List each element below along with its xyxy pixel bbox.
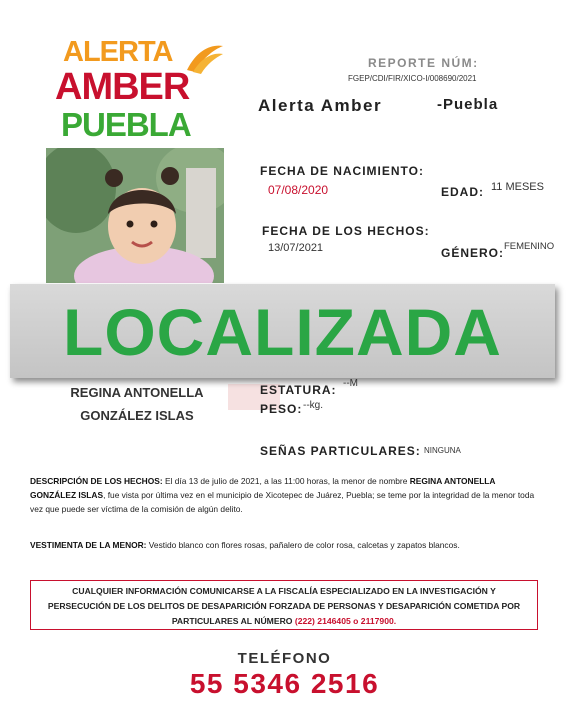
notice-line1: CUALQUIER INFORMACIÓN COMUNICARSE A LA FISCALÍA ESPECIALIZADO EN LA INVESTIGACIÓN Y — [72, 586, 496, 596]
localizada-banner — [10, 284, 555, 378]
person-name-line1: REGINA ANTONELLA — [70, 385, 204, 400]
alerta-amber-logo — [55, 38, 225, 143]
notice-line3 — [31, 614, 537, 629]
gender-label: GÉNERO: — [441, 246, 505, 260]
event-date-label: FECHA DE LOS HECHOS: — [262, 224, 430, 238]
birth-date-value: 07/08/2020 — [268, 183, 329, 197]
description-text-1: El día 13 de julio de 2021, a las 11:00 horas, la menor de nombre — [162, 476, 410, 486]
report-number: FGEP/CDI/FIR/XICO-I/008690/2021 — [348, 74, 477, 83]
description-label: DESCRIPCIÓN DE LOS HECHOS: — [30, 476, 163, 486]
age-label: EDAD: — [441, 185, 484, 199]
person-name-line2: GONZÁLEZ ISLAS — [80, 408, 194, 423]
description-paragraph — [30, 474, 542, 516]
event-date-value: 13/07/2021 — [268, 242, 324, 254]
child-photo — [46, 148, 224, 283]
gender-value: FEMENINO — [504, 241, 555, 252]
logo-line-puebla: PUEBLA — [61, 106, 191, 143]
clothing-text: Vestido blanco con flores rosas, pañalero de color rosa, calcetas y zapatos blancos. — [146, 540, 460, 550]
phone-number: 55 5346 2516 — [189, 668, 380, 699]
clothing-paragraph — [30, 538, 542, 552]
swoosh-icon — [185, 40, 225, 76]
child-photo-illustration — [46, 148, 224, 283]
marks-value: NINGUNA — [424, 446, 461, 455]
weight-value: --kg. — [303, 400, 323, 411]
notice-line2: PERSECUCIÓN DE LOS DELITOS DE DESAPARICIÓN FORZADA DE PERSONAS Y DESAPARICIÓN COMETIDA POR — [47, 601, 521, 611]
contact-notice-box — [30, 580, 538, 630]
birth-date-label: FECHA DE NACIMIENTO: — [260, 164, 424, 178]
marks-label: SEÑAS PARTICULARES: — [260, 444, 421, 458]
phone-label: TELÉFONO — [237, 650, 332, 667]
height-value: --M — [343, 378, 358, 389]
description-name: REGINA ANTONELLA GONZÁLEZ ISLAS — [30, 476, 496, 500]
clothing-label: VESTIMENTA DE LA MENOR: — [30, 540, 147, 550]
description-text-2: , fue vista por última vez en el municipio de Xicotepec de Juárez, Puebla; se teme por la integridad de la menor toda vez que puede ser víctima de la comisión de algún delito. — [30, 490, 535, 514]
page-title-suffix: -Puebla — [437, 96, 499, 113]
banner-text: LOCALIZADA — [63, 295, 502, 369]
age-value: 11 MESES — [491, 181, 544, 193]
notice-phones: (222) 2146405 o 2117900. — [294, 616, 397, 626]
notice-line3-prefix: PARTICULARES AL NÚMERO — [171, 616, 295, 626]
logo-line-amber: AMBER — [55, 66, 190, 108]
height-label: ESTATURA: — [260, 383, 337, 397]
logo-line-alerta: ALERTA — [63, 36, 173, 68]
weight-label: PESO: — [260, 402, 303, 416]
report-label: REPORTE NÚM: — [368, 56, 479, 70]
page-title: Alerta Amber — [258, 96, 383, 115]
